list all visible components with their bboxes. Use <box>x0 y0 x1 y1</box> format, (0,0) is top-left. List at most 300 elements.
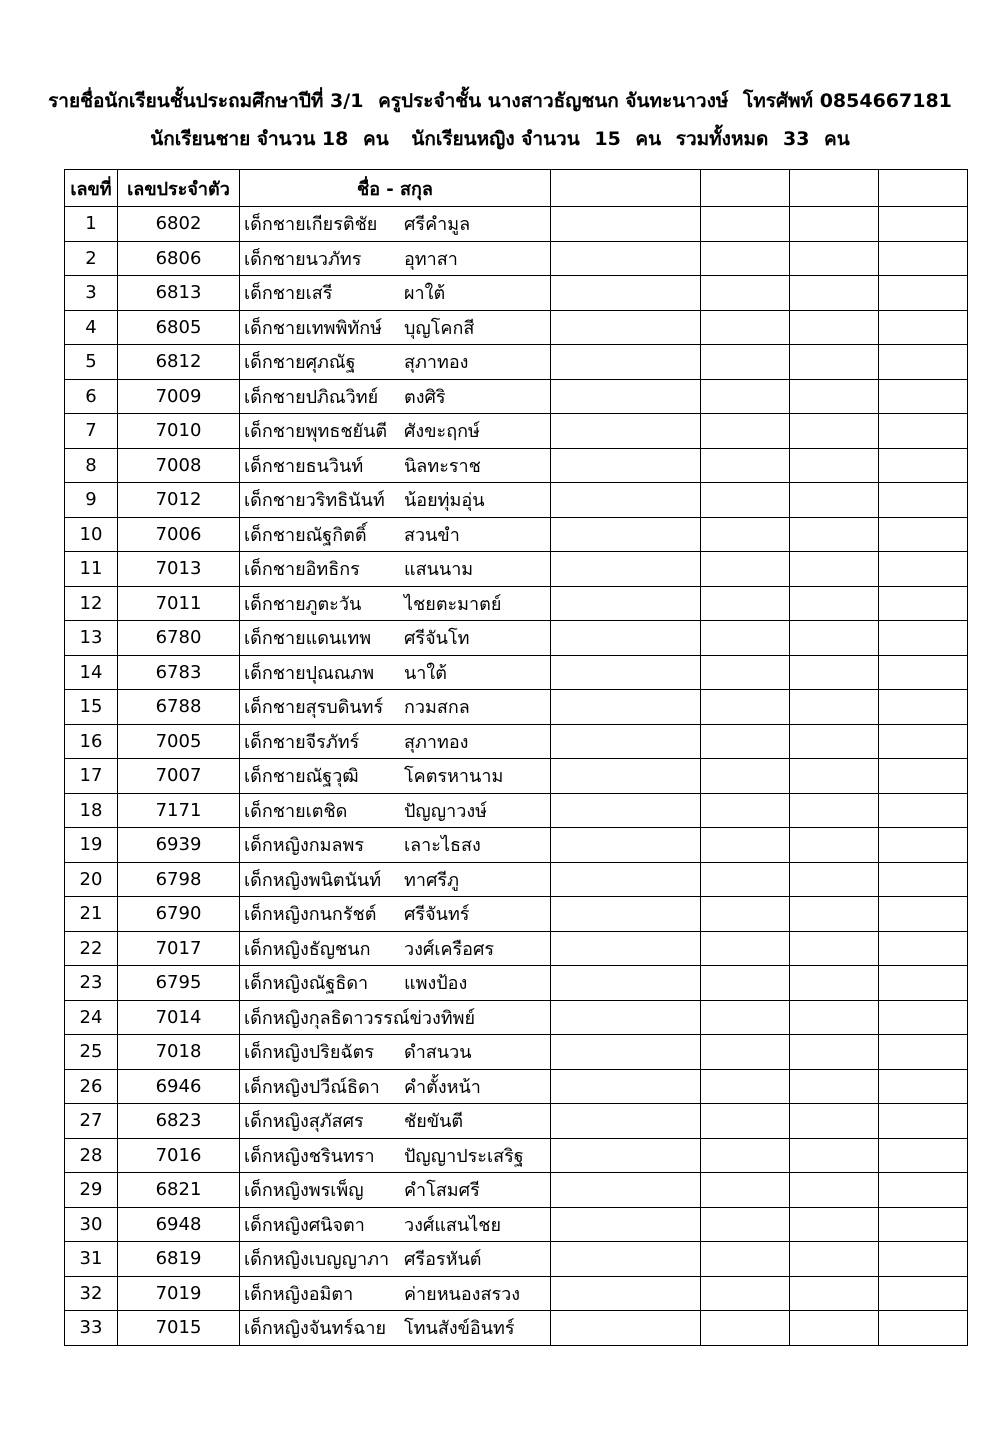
student-id: 7171 <box>118 793 240 828</box>
student-first-name: เด็กชายเทพพิทักษ์ <box>244 317 382 339</box>
student-id: 6795 <box>118 966 240 1001</box>
blank-cell-2 <box>701 1104 790 1139</box>
student-id: 6790 <box>118 897 240 932</box>
student-last-name: คำตั้งหน้า <box>404 1076 481 1098</box>
student-name <box>240 1104 551 1139</box>
class-title: รายชื่อนักเรียนชั้นประถมศึกษาปีที่ 3/1 <box>48 90 364 112</box>
student-last-name: ทาศรีภู <box>404 869 459 891</box>
student-name <box>240 483 551 518</box>
table-row <box>65 414 968 449</box>
student-id: 7011 <box>118 586 240 621</box>
blank-cell-3 <box>790 862 879 897</box>
blank-cell-3 <box>790 931 879 966</box>
student-last-name: โทนสังข์อินทร์ <box>404 1318 515 1340</box>
blank-cell-1 <box>551 1173 701 1208</box>
blank-cell-4 <box>879 1242 968 1277</box>
blank-cell-2 <box>701 655 790 690</box>
student-id: 6788 <box>118 690 240 725</box>
student-id: 6946 <box>118 1069 240 1104</box>
student-last-name: ชัยขันตี <box>404 1111 464 1133</box>
student-name <box>240 724 551 759</box>
row-number: 30 <box>65 1207 118 1242</box>
student-first-name: เด็กหญิงณัฐธิดา <box>244 973 369 995</box>
blank-cell-1 <box>551 862 701 897</box>
student-first-name: เด็กหญิงพนิตนันท์ <box>244 869 382 891</box>
table-row <box>65 621 968 656</box>
blank-cell-4 <box>879 966 968 1001</box>
student-first-name: เด็กชายพุทธชยันตี <box>244 421 388 443</box>
blank-cell-1 <box>551 966 701 1001</box>
student-last-name: นิลทะราช <box>404 455 481 477</box>
student-last-name: ศรีคำมูล <box>404 214 471 236</box>
blank-cell-4 <box>879 1104 968 1139</box>
table-row <box>65 483 968 518</box>
blank-cell-2 <box>701 1035 790 1070</box>
student-name <box>240 690 551 725</box>
student-first-name: เด็กหญิงปวีณ์ธิดา <box>244 1076 380 1098</box>
table-row <box>65 1276 968 1311</box>
student-first-name: เด็กชายปุณณภพ <box>244 662 375 684</box>
student-last-name: น้อยทุ่มอุ่น <box>404 490 485 512</box>
student-last-name: แพงป้อง <box>404 973 468 995</box>
student-last-name: บุญโคกสี <box>404 317 475 339</box>
blank-cell-1 <box>551 483 701 518</box>
table-row <box>65 1311 968 1346</box>
blank-cell-4 <box>879 552 968 587</box>
blank-cell-2 <box>701 483 790 518</box>
blank-cell-2 <box>701 759 790 794</box>
row-number: 29 <box>65 1173 118 1208</box>
blank-cell-2 <box>701 724 790 759</box>
student-id: 7012 <box>118 483 240 518</box>
blank-cell-2 <box>701 966 790 1001</box>
girls-count: 15 <box>594 128 621 150</box>
row-number: 27 <box>65 1104 118 1139</box>
row-number: 22 <box>65 931 118 966</box>
blank-cell-1 <box>551 1104 701 1139</box>
row-number: 7 <box>65 414 118 449</box>
student-last-name: ผาใต้ <box>404 283 446 305</box>
student-id: 6948 <box>118 1207 240 1242</box>
student-name <box>240 931 551 966</box>
blank-cell-4 <box>879 1138 968 1173</box>
student-first-name: เด็กหญิงสุภัสศร <box>244 1111 364 1133</box>
student-id: 7018 <box>118 1035 240 1070</box>
student-first-name: เด็กชายจีรภัทร์ <box>244 731 360 753</box>
blank-cell-1 <box>551 379 701 414</box>
table-row <box>65 1035 968 1070</box>
row-number: 2 <box>65 241 118 276</box>
student-first-name: เด็กชายนวภัทร <box>244 248 362 270</box>
student-last-name: ไชยตะมาตย์ <box>404 593 502 615</box>
table-row <box>65 552 968 587</box>
girls-unit: คน <box>635 128 662 150</box>
student-name <box>240 759 551 794</box>
blank-cell-1 <box>551 310 701 345</box>
row-number: 6 <box>65 379 118 414</box>
student-last-name: ศรีจันทร์ <box>404 904 470 926</box>
student-id: 7006 <box>118 517 240 552</box>
student-name <box>240 379 551 414</box>
student-last-name: วงศ์เครือศร <box>404 938 495 960</box>
student-id: 7009 <box>118 379 240 414</box>
blank-cell-2 <box>701 448 790 483</box>
student-name <box>240 552 551 587</box>
student-id: 6821 <box>118 1173 240 1208</box>
student-name <box>240 655 551 690</box>
girls-label: นักเรียนหญิง จำนวน <box>411 128 580 150</box>
student-name <box>240 1173 551 1208</box>
total-unit: คน <box>824 128 850 150</box>
student-id: 7017 <box>118 931 240 966</box>
blank-cell-4 <box>879 379 968 414</box>
boys-count: นักเรียนชาย จำนวน 18 <box>150 128 349 150</box>
student-id: 7005 <box>118 724 240 759</box>
blank-cell-1 <box>551 828 701 863</box>
student-first-name: เด็กหญิงกนกรัชต์ <box>244 904 377 926</box>
blank-cell-3 <box>790 759 879 794</box>
blank-cell-4 <box>879 724 968 759</box>
row-number: 25 <box>65 1035 118 1070</box>
blank-cell-3 <box>790 793 879 828</box>
table-row <box>65 1000 968 1035</box>
row-number: 4 <box>65 310 118 345</box>
student-first-name: เด็กชายเตชิด <box>244 800 348 822</box>
blank-cell-1 <box>551 1069 701 1104</box>
blank-cell-3 <box>790 345 879 380</box>
student-last-name: ข่วงทิพย์ <box>409 1007 476 1029</box>
student-last-name: โคตรหานาม <box>404 766 504 788</box>
student-first-name: เด็กหญิงอมิตา <box>244 1283 354 1305</box>
blank-cell-3 <box>790 483 879 518</box>
row-number: 26 <box>65 1069 118 1104</box>
blank-cell-3 <box>790 379 879 414</box>
student-first-name: เด็กชายเกียรติชัย <box>244 214 378 236</box>
blank-cell-4 <box>879 690 968 725</box>
blank-cell-3 <box>790 207 879 242</box>
student-first-name: เด็กชายสุรบดินทร์ <box>244 697 384 719</box>
student-first-name: เด็กชายศุภณัฐ <box>244 352 356 374</box>
blank-cell-4 <box>879 897 968 932</box>
student-first-name: เด็กชายวริทธินันท์ <box>244 490 385 512</box>
blank-cell-4 <box>879 241 968 276</box>
blank-cell-1 <box>551 207 701 242</box>
table-row <box>65 276 968 311</box>
blank-cell-4 <box>879 931 968 966</box>
table-row <box>65 862 968 897</box>
table-row <box>65 1104 968 1139</box>
blank-cell-2 <box>701 1242 790 1277</box>
table-row <box>65 448 968 483</box>
student-last-name: คำโสมศรี <box>404 1180 480 1202</box>
student-id: 6939 <box>118 828 240 863</box>
total-label: รวมทั้งหมด <box>675 128 769 150</box>
table-row <box>65 1069 968 1104</box>
blank-cell-1 <box>551 724 701 759</box>
header-line-2 <box>0 124 1000 154</box>
row-number: 8 <box>65 448 118 483</box>
blank-cell-3 <box>790 1207 879 1242</box>
blank-cell-1 <box>551 1311 701 1346</box>
blank-cell-2 <box>701 793 790 828</box>
blank-cell-3 <box>790 1242 879 1277</box>
blank-cell-1 <box>551 1035 701 1070</box>
blank-cell-2 <box>701 586 790 621</box>
student-id: 7007 <box>118 759 240 794</box>
blank-cell-4 <box>879 586 968 621</box>
table-row <box>65 828 968 863</box>
row-number: 18 <box>65 793 118 828</box>
blank-cell-3 <box>790 448 879 483</box>
blank-cell-1 <box>551 931 701 966</box>
student-last-name: สุภาทอง <box>404 352 469 374</box>
total-count: 33 <box>782 128 810 150</box>
blank-cell-1 <box>551 1276 701 1311</box>
table-row <box>65 241 968 276</box>
blank-cell-3 <box>790 552 879 587</box>
student-name <box>240 345 551 380</box>
blank-cell-3 <box>790 828 879 863</box>
student-first-name: เด็กชายณัฐกิตติ์ <box>244 524 367 546</box>
student-id: 6780 <box>118 621 240 656</box>
student-name <box>240 1311 551 1346</box>
blank-cell-4 <box>879 414 968 449</box>
row-number: 19 <box>65 828 118 863</box>
student-name <box>240 207 551 242</box>
student-id: 7016 <box>118 1138 240 1173</box>
student-id: 7008 <box>118 448 240 483</box>
blank-cell-2 <box>701 862 790 897</box>
student-name <box>240 897 551 932</box>
row-number: 10 <box>65 517 118 552</box>
student-id: 6823 <box>118 1104 240 1139</box>
student-first-name: เด็กชายภูตะวัน <box>244 593 362 615</box>
student-first-name: เด็กชายธนวินท์ <box>244 455 364 477</box>
student-first-name: เด็กหญิงพรเพ็ญ <box>244 1180 364 1202</box>
blank-cell-4 <box>879 448 968 483</box>
blank-cell-2 <box>701 414 790 449</box>
blank-cell-3 <box>790 241 879 276</box>
col-header-student-id: เลขประจำตัว <box>118 170 240 207</box>
blank-cell-3 <box>790 897 879 932</box>
table-row <box>65 690 968 725</box>
blank-cell-1 <box>551 1138 701 1173</box>
blank-cell-2 <box>701 517 790 552</box>
col-header-blank-1 <box>551 170 701 207</box>
student-last-name: อุทาสา <box>404 248 458 270</box>
blank-cell-3 <box>790 1000 879 1035</box>
table-row <box>65 1138 968 1173</box>
blank-cell-4 <box>879 1207 968 1242</box>
blank-cell-3 <box>790 276 879 311</box>
row-number: 21 <box>65 897 118 932</box>
table-row <box>65 1242 968 1277</box>
blank-cell-4 <box>879 310 968 345</box>
col-header-blank-3 <box>790 170 879 207</box>
student-id: 7014 <box>118 1000 240 1035</box>
student-id: 6805 <box>118 310 240 345</box>
student-id: 6783 <box>118 655 240 690</box>
student-last-name: วงศ์แสนไชย <box>404 1214 502 1236</box>
blank-cell-1 <box>551 414 701 449</box>
row-number: 31 <box>65 1242 118 1277</box>
blank-cell-2 <box>701 1069 790 1104</box>
blank-cell-1 <box>551 552 701 587</box>
blank-cell-2 <box>701 690 790 725</box>
student-last-name: ศังขะฤกษ์ <box>404 421 480 443</box>
student-last-name: นาใต้ <box>404 662 447 684</box>
student-name <box>240 1207 551 1242</box>
student-id: 7015 <box>118 1311 240 1346</box>
student-id: 7019 <box>118 1276 240 1311</box>
student-name <box>240 828 551 863</box>
student-name <box>240 414 551 449</box>
row-number: 13 <box>65 621 118 656</box>
col-header-full-name: ชื่อ - สกุล <box>240 170 551 207</box>
row-number: 3 <box>65 276 118 311</box>
row-number: 16 <box>65 724 118 759</box>
student-first-name: เด็กชายอิทธิกร <box>244 559 360 581</box>
blank-cell-2 <box>701 931 790 966</box>
student-id: 6812 <box>118 345 240 380</box>
student-name <box>240 448 551 483</box>
table-row <box>65 724 968 759</box>
blank-cell-1 <box>551 621 701 656</box>
blank-cell-2 <box>701 310 790 345</box>
table-row <box>65 793 968 828</box>
blank-cell-1 <box>551 759 701 794</box>
blank-cell-4 <box>879 1276 968 1311</box>
blank-cell-4 <box>879 483 968 518</box>
blank-cell-4 <box>879 1069 968 1104</box>
blank-cell-3 <box>790 310 879 345</box>
teacher-info: ครูประจำชั้น นางสาวธัญชนก จันทะนาวงษ์ <box>378 90 729 112</box>
blank-cell-2 <box>701 379 790 414</box>
table-row <box>65 1207 968 1242</box>
table-row <box>65 345 968 380</box>
row-number: 1 <box>65 207 118 242</box>
row-number: 24 <box>65 1000 118 1035</box>
table-row <box>65 586 968 621</box>
student-last-name: ศรีอรหันต์ <box>404 1249 482 1271</box>
blank-cell-1 <box>551 655 701 690</box>
blank-cell-4 <box>879 1311 968 1346</box>
blank-cell-2 <box>701 1276 790 1311</box>
blank-cell-3 <box>790 1311 879 1346</box>
student-name <box>240 966 551 1001</box>
student-name <box>240 517 551 552</box>
student-first-name: เด็กชายปภิณวิทย์ <box>244 386 379 408</box>
student-first-name: เด็กหญิงชรินทรา <box>244 1145 375 1167</box>
blank-cell-2 <box>701 207 790 242</box>
blank-cell-4 <box>879 276 968 311</box>
blank-cell-1 <box>551 1000 701 1035</box>
row-number: 11 <box>65 552 118 587</box>
blank-cell-3 <box>790 1173 879 1208</box>
blank-cell-3 <box>790 517 879 552</box>
blank-cell-1 <box>551 1207 701 1242</box>
student-last-name: ศรีจันโท <box>404 628 470 650</box>
blank-cell-1 <box>551 793 701 828</box>
blank-cell-2 <box>701 828 790 863</box>
student-id: 7010 <box>118 414 240 449</box>
blank-cell-1 <box>551 345 701 380</box>
student-id: 6806 <box>118 241 240 276</box>
blank-cell-3 <box>790 1104 879 1139</box>
student-last-name: สวนขำ <box>404 524 460 546</box>
student-name <box>240 586 551 621</box>
blank-cell-3 <box>790 724 879 759</box>
row-number: 32 <box>65 1276 118 1311</box>
blank-cell-2 <box>701 345 790 380</box>
blank-cell-4 <box>879 655 968 690</box>
blank-cell-1 <box>551 241 701 276</box>
student-first-name: เด็กชายณัฐวุฒิ <box>244 766 359 788</box>
table-row <box>65 931 968 966</box>
blank-cell-2 <box>701 1207 790 1242</box>
row-number: 15 <box>65 690 118 725</box>
student-last-name: ตงศิริ <box>404 386 446 408</box>
student-name <box>240 793 551 828</box>
blank-cell-2 <box>701 1138 790 1173</box>
row-number: 28 <box>65 1138 118 1173</box>
blank-cell-3 <box>790 1069 879 1104</box>
student-first-name: เด็กหญิงธัญชนก <box>244 938 371 960</box>
student-name <box>240 276 551 311</box>
blank-cell-4 <box>879 1035 968 1070</box>
row-number: 5 <box>65 345 118 380</box>
student-first-name: เด็กหญิงเบญญาภา <box>244 1249 390 1271</box>
blank-cell-4 <box>879 828 968 863</box>
row-number: 9 <box>65 483 118 518</box>
blank-cell-4 <box>879 862 968 897</box>
blank-cell-1 <box>551 276 701 311</box>
blank-cell-1 <box>551 690 701 725</box>
student-name <box>240 310 551 345</box>
row-number: 14 <box>65 655 118 690</box>
student-name <box>240 241 551 276</box>
student-id: 6819 <box>118 1242 240 1277</box>
table-row <box>65 759 968 794</box>
boys-unit: คน <box>363 128 389 150</box>
col-header-blank-4 <box>879 170 968 207</box>
blank-cell-3 <box>790 1276 879 1311</box>
blank-cell-3 <box>790 621 879 656</box>
blank-cell-4 <box>879 345 968 380</box>
student-first-name: เด็กหญิงกุลธิดาวรรณ์ <box>244 1007 410 1029</box>
blank-cell-4 <box>879 759 968 794</box>
student-id: 7013 <box>118 552 240 587</box>
table-row <box>65 966 968 1001</box>
blank-cell-4 <box>879 1000 968 1035</box>
blank-cell-4 <box>879 207 968 242</box>
student-name <box>240 1242 551 1277</box>
blank-cell-1 <box>551 586 701 621</box>
table-row <box>65 379 968 414</box>
col-header-number: เลขที่ <box>65 170 118 207</box>
student-last-name: ดำสนวน <box>404 1042 472 1064</box>
blank-cell-3 <box>790 655 879 690</box>
student-first-name: เด็กหญิงกมลพร <box>244 835 365 857</box>
table-row <box>65 517 968 552</box>
student-last-name: ค่ายหนองสรวง <box>404 1283 521 1305</box>
blank-cell-2 <box>701 897 790 932</box>
blank-cell-2 <box>701 241 790 276</box>
blank-cell-3 <box>790 690 879 725</box>
student-id: 6813 <box>118 276 240 311</box>
row-number: 12 <box>65 586 118 621</box>
blank-cell-2 <box>701 621 790 656</box>
